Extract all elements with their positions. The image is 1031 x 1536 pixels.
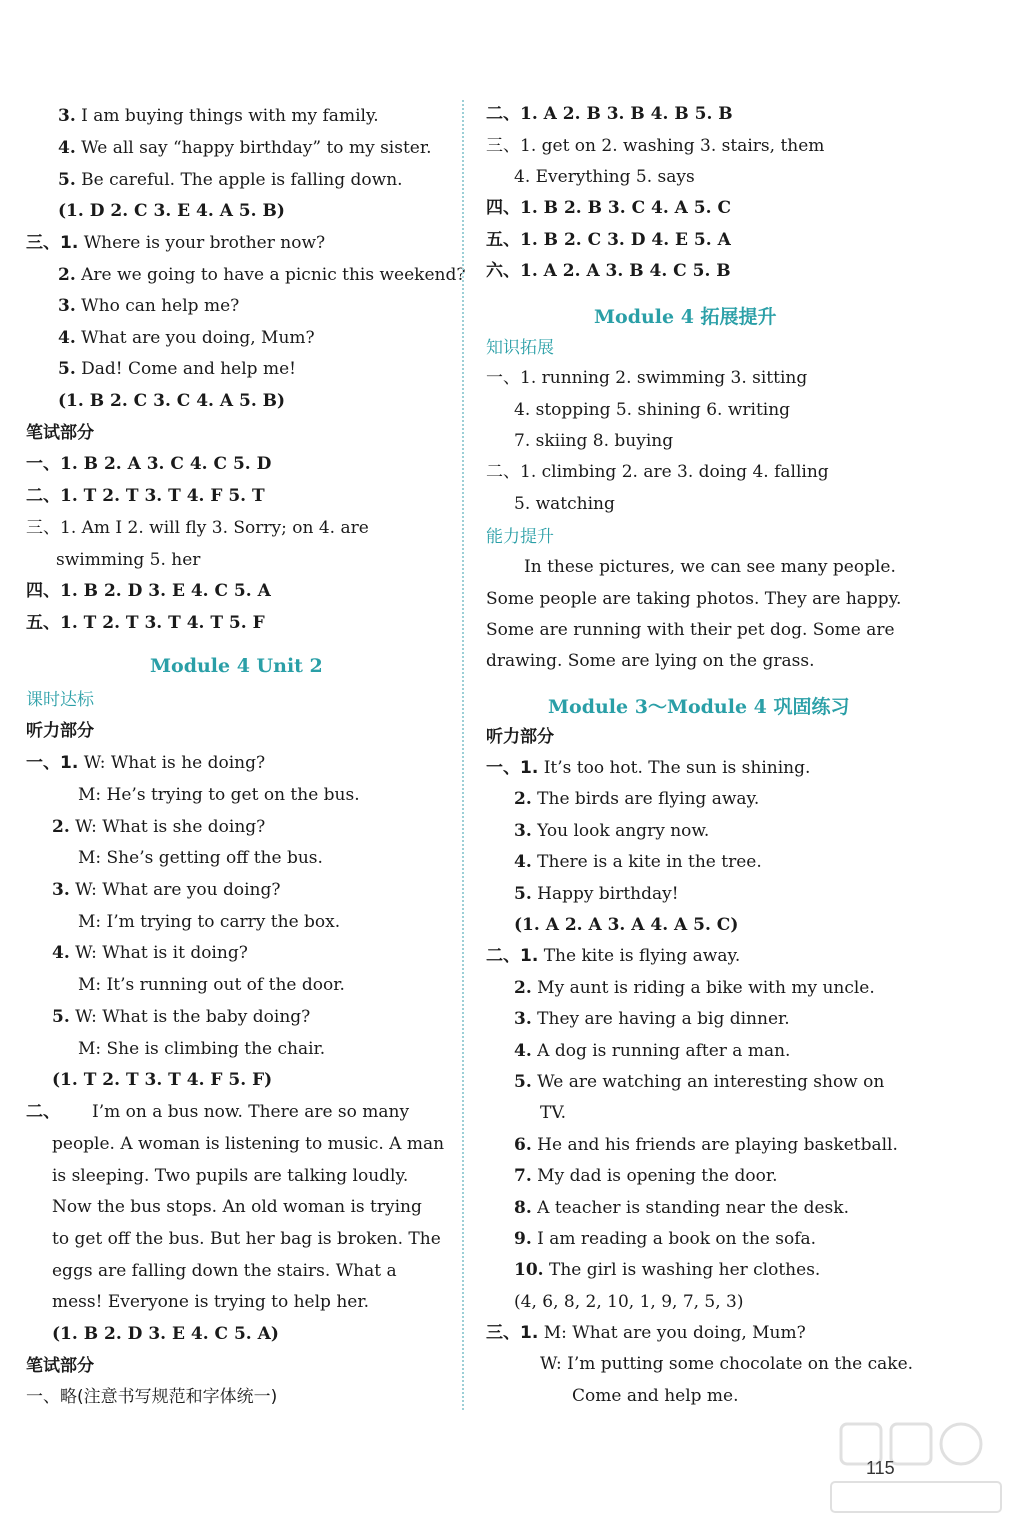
dialogue-line: 4. W: What is it doing? xyxy=(52,943,248,963)
answer-line: swimming 5. her xyxy=(56,550,201,570)
paragraph-line: Now the bus stops. An old woman is trying xyxy=(52,1197,422,1217)
section-heading: 笔试部分 xyxy=(26,423,94,443)
answer-key: (1. T 2. T 3. T 4. F 5. F) xyxy=(52,1070,273,1090)
answer-line: 三、1. Am I 2. will fly 3. Sorry; on 4. are xyxy=(26,518,369,538)
review-title: Module 3～Module 4 巩固练习 xyxy=(548,696,850,718)
answer-line: 4. stopping 5. shining 6. writing xyxy=(514,400,791,420)
paragraph-line: people. A woman is listening to music. A man xyxy=(52,1134,445,1154)
paragraph-line: eggs are falling down the stairs. What a xyxy=(52,1261,397,1281)
paragraph-line: to get off the bus. But her bag is broken. The xyxy=(52,1229,441,1249)
answer-line: 4. There is a kite in the tree. xyxy=(514,852,762,872)
paragraph-line: drawing. Some are lying on the grass. xyxy=(486,651,815,671)
answer-line: 2. My aunt is riding a bike with my uncle. xyxy=(514,978,875,998)
answer-line: 一、1. running 2. swimming 3. sitting xyxy=(486,368,808,388)
answer-line: 一、略(注意书写规范和字体统一) xyxy=(26,1387,278,1407)
dialogue-line: 三、1. M: What are you doing, Mum? xyxy=(486,1323,806,1343)
dialogue-line: M: She’s getting off the bus. xyxy=(78,848,323,868)
answer-line: 二、1. T 2. T 3. T 4. F 5. T xyxy=(26,486,265,506)
answer-line: 5. watching xyxy=(514,494,615,514)
answer-line: 7. My dad is opening the door. xyxy=(514,1166,778,1186)
answer-line: TV. xyxy=(540,1103,567,1123)
paragraph-line: mess! Everyone is trying to help her. xyxy=(52,1292,369,1312)
answer-key: (4, 6, 8, 2, 10, 1, 9, 7, 5, 3) xyxy=(514,1292,744,1312)
answer-key: (1. D 2. C 3. E 4. A 5. B) xyxy=(58,201,285,221)
answer-line: 4. We all say “happy birthday” to my sister. xyxy=(58,138,432,158)
answer-line: 四、1. B 2. B 3. C 4. A 5. C xyxy=(486,198,731,218)
answer-line: 五、1. T 2. T 3. T 4. T 5. F xyxy=(26,613,265,633)
paragraph-line: I’m on a bus now. There are so many xyxy=(92,1102,410,1122)
section-heading: 笔试部分 xyxy=(26,1356,94,1376)
module-title: Module 4 Unit 2 xyxy=(150,655,323,677)
answer-line: 5. Be careful. The apple is falling down. xyxy=(58,170,403,190)
answer-line: 2. The birds are flying away. xyxy=(514,789,760,809)
section-number: 二、 xyxy=(26,1102,60,1122)
listening-heading: 听力部分 xyxy=(26,721,94,741)
answer-line: 二、1. A 2. B 3. B 4. B 5. B xyxy=(486,104,733,124)
ability-heading: 能力提升 xyxy=(486,527,554,547)
answer-line: 4. What are you doing, Mum? xyxy=(58,328,315,348)
answer-line: 3. They are having a big dinner. xyxy=(514,1009,790,1029)
answer-line: 5. Dad! Come and help me! xyxy=(58,359,296,379)
answer-line: 一、1. B 2. A 3. C 4. C 5. D xyxy=(26,454,272,474)
answer-line: 4. A dog is running after a man. xyxy=(514,1041,791,1061)
dialogue-line: M: It’s running out of the door. xyxy=(78,975,345,995)
answer-key: (1. B 2. C 3. C 4. A 5. B) xyxy=(58,391,286,411)
paragraph-line: In these pictures, we can see many people. xyxy=(524,557,896,577)
dialogue-line: W: I’m putting some chocolate on the cake. xyxy=(540,1354,914,1374)
answer-line: 7. skiing 8. buying xyxy=(514,431,674,451)
dialogue-line: M: She is climbing the chair. xyxy=(78,1039,326,1059)
answer-line: 2. Are we going to have a picnic this weekend? xyxy=(58,265,466,285)
watermark-logo xyxy=(811,1416,1011,1526)
answer-key: (1. A 2. A 3. A 4. A 5. C) xyxy=(514,915,739,935)
class-heading: 课时达标 xyxy=(26,690,94,710)
answer-line: 8. A teacher is standing near the desk. xyxy=(514,1198,849,1218)
dialogue-line: 3. W: What are you doing? xyxy=(52,880,281,900)
answer-line: 3. You look angry now. xyxy=(514,821,710,841)
answer-line: 二、1. climbing 2. are 3. doing 4. falling xyxy=(486,462,829,482)
paragraph-line: Some people are taking photos. They are happy. xyxy=(486,589,902,609)
dialogue-line: M: I’m trying to carry the box. xyxy=(78,912,341,932)
listening-heading: 听力部分 xyxy=(486,727,554,747)
answer-line: 10. The girl is washing her clothes. xyxy=(514,1260,821,1280)
answer-line: 六、1. A 2. A 3. B 4. C 5. B xyxy=(486,261,731,281)
answer-line: 三、1. Where is your brother now? xyxy=(26,233,326,253)
dialogue-line: 5. W: What is the baby doing? xyxy=(52,1007,311,1027)
answer-line: 5. Happy birthday! xyxy=(514,884,679,904)
dialogue-line: M: He’s trying to get on the bus. xyxy=(78,785,360,805)
answer-line: 四、1. B 2. D 3. E 4. C 5. A xyxy=(26,581,271,601)
module-title: Module 4 拓展提升 xyxy=(594,306,777,328)
answer-key: (1. B 2. D 3. E 4. C 5. A) xyxy=(52,1324,279,1344)
column-divider xyxy=(462,100,464,1410)
knowledge-heading: 知识拓展 xyxy=(486,338,554,358)
answer-line: 五、1. B 2. C 3. D 4. E 5. A xyxy=(486,230,731,250)
answer-line: 6. He and his friends are playing basketball. xyxy=(514,1135,898,1155)
answer-line: 5. We are watching an interesting show on xyxy=(514,1072,885,1092)
answer-line: 9. I am reading a book on the sofa. xyxy=(514,1229,817,1249)
answer-line: 三、1. get on 2. washing 3. stairs, them xyxy=(486,136,825,156)
answer-line: 3. I am buying things with my family. xyxy=(58,106,379,126)
page-number: 115 xyxy=(866,1458,895,1478)
answer-line: 二、1. The kite is flying away. xyxy=(486,946,741,966)
paragraph-line: is sleeping. Two pupils are talking loudly. xyxy=(52,1166,409,1186)
answer-line: 4. Everything 5. says xyxy=(514,167,695,187)
paragraph-line: Some are running with their pet dog. Some are xyxy=(486,620,895,640)
dialogue-line: Come and help me. xyxy=(572,1386,739,1406)
dialogue-line: 2. W: What is she doing? xyxy=(52,817,266,837)
answer-line: 一、1. It’s too hot. The sun is shining. xyxy=(486,758,811,778)
dialogue-line: 一、1. W: What is he doing? xyxy=(26,753,266,773)
answer-line: 3. Who can help me? xyxy=(58,296,240,316)
